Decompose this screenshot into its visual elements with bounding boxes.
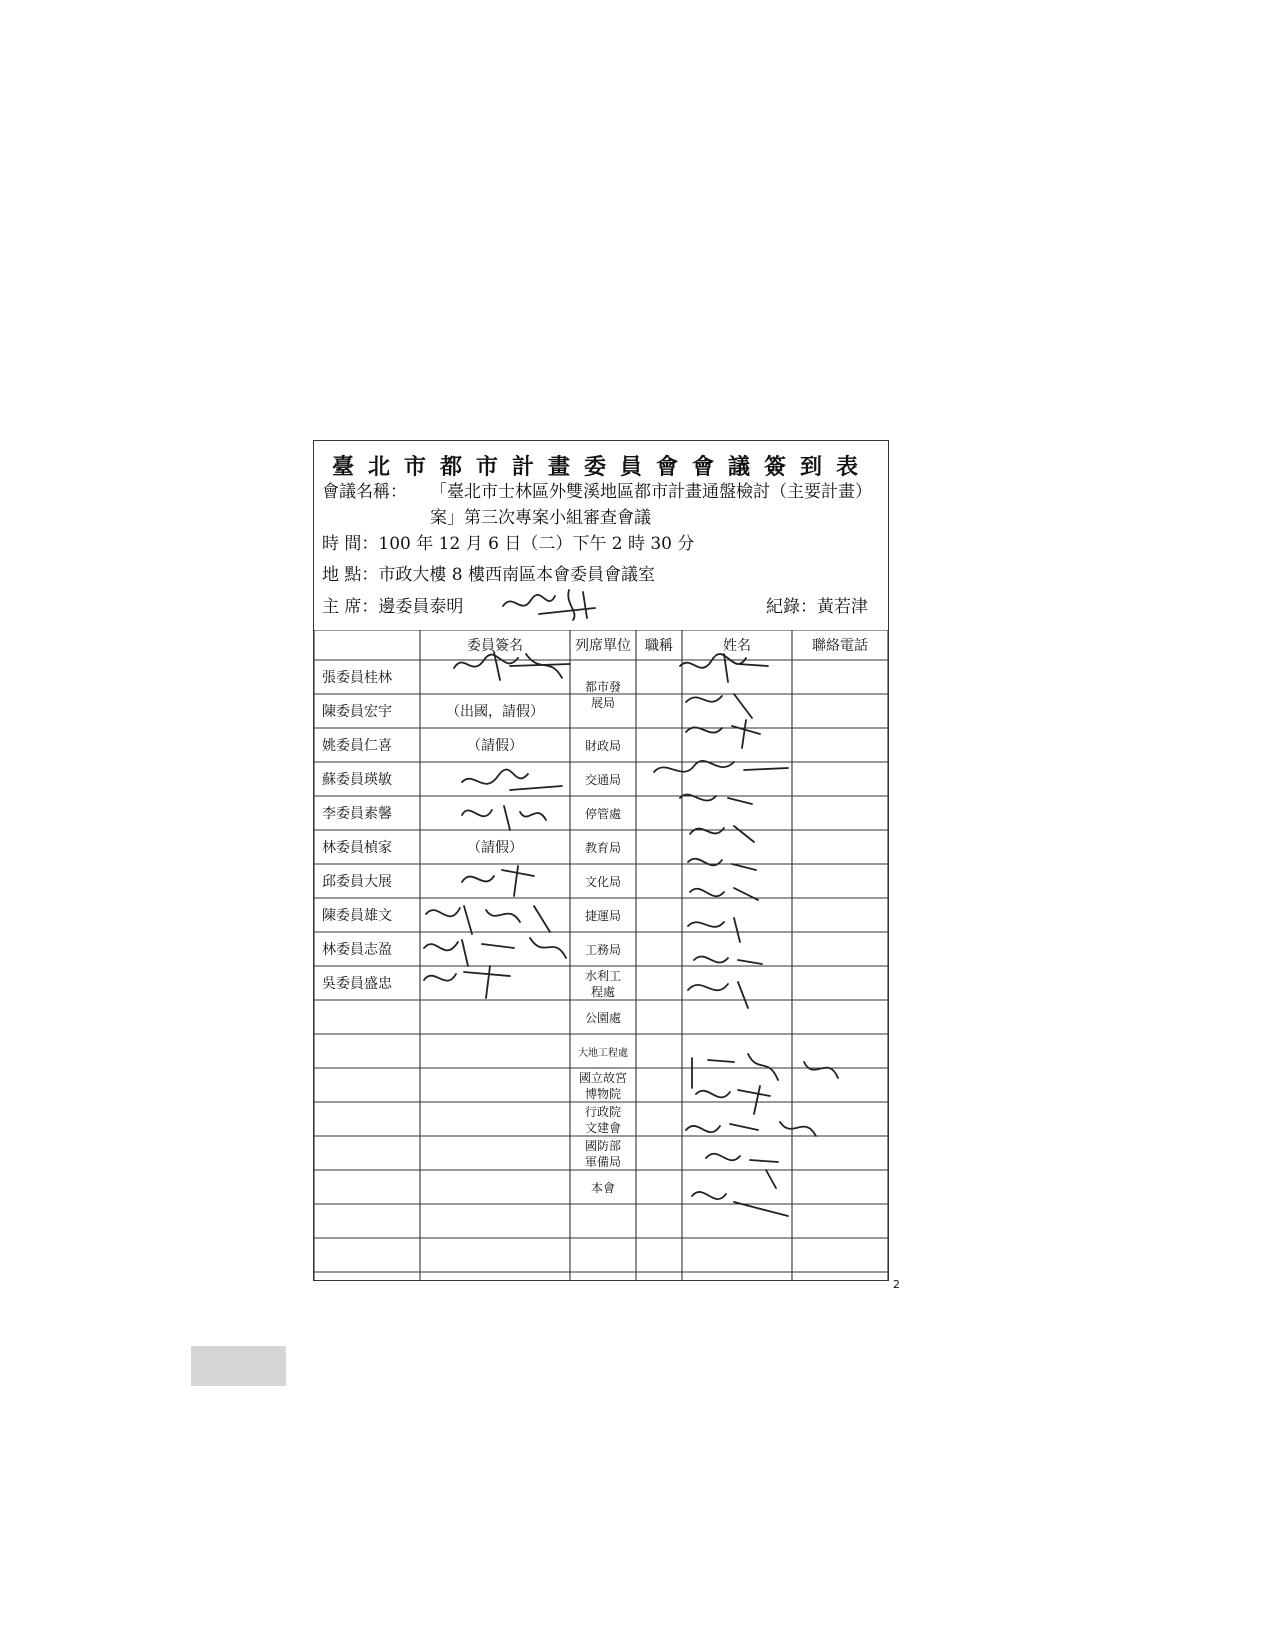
member-name: 林委員楨家: [322, 840, 392, 856]
unit-name: 大地工程處: [578, 1048, 628, 1059]
chair-signature: [499, 586, 609, 622]
unit-name: 交通局: [584, 773, 622, 787]
member-name: 李委員素馨: [322, 806, 392, 822]
unit-name: 文建會: [584, 1121, 622, 1135]
unit-name: 軍備局: [584, 1155, 622, 1169]
member-name: 蘇委員瑛敏: [322, 772, 392, 788]
member-name: 陳委員宏宇: [322, 704, 392, 720]
meeting-place: 地 點：市政大樓 8 樓西南區本會委員會議室: [322, 565, 656, 585]
member-name: 吳委員盛忠: [322, 976, 392, 992]
member-name: 林委員志盈: [322, 942, 392, 958]
unit-name: 本會: [590, 1181, 616, 1195]
unit-name: 國防部: [584, 1139, 622, 1153]
unit-name: 水利工: [584, 969, 622, 983]
unit-name: 捷運局: [584, 909, 622, 923]
member-name: 陳委員雄文: [322, 908, 392, 924]
page-number: 2: [893, 1278, 900, 1291]
attendance-table: [314, 630, 888, 1280]
unit-name: 教育局: [584, 841, 622, 855]
unit-name: 都市發: [584, 680, 622, 694]
meeting-name-label: 會議名稱：: [322, 482, 407, 502]
unit-name: 行政院: [584, 1105, 622, 1119]
unit-name: 財政局: [584, 739, 622, 753]
unit-name: 停管處: [584, 807, 622, 821]
sign-in-sheet: [313, 440, 889, 1281]
gray-block: [191, 1346, 286, 1386]
member-name: 姚委員仁喜: [322, 738, 392, 754]
meeting-name: 「臺北市士林區外雙溪地區都市計畫通盤檢討（主要計畫）案」第三次專案小組審查會議: [430, 482, 872, 528]
unit-name: 文化局: [584, 875, 622, 889]
column-header: 聯絡電話: [812, 638, 868, 654]
meeting-time: 時 間：100 年 12 月 6 日（二）下午 2 時 30 分: [322, 534, 695, 554]
column-header: 委員簽名: [467, 638, 523, 654]
unit-name: 展局: [590, 696, 616, 710]
unit-name: 博物院: [584, 1087, 622, 1101]
column-header: 職稱: [645, 638, 673, 654]
column-header: 姓名: [723, 638, 751, 654]
recorder: 紀錄：黃若津: [766, 597, 868, 617]
column-header: 列席單位: [575, 638, 631, 654]
unit-name: 公園處: [584, 1011, 622, 1025]
member-note: （請假）: [467, 738, 523, 754]
handwritten-signatures: [424, 652, 838, 1216]
member-note: （請假）: [467, 840, 523, 856]
unit-name: 工務局: [584, 943, 622, 957]
member-name: 張委員桂林: [322, 670, 392, 686]
unit-name: 國立故宮: [578, 1071, 628, 1085]
member-name: 邱委員大展: [322, 874, 392, 890]
chairperson: 主 席：邊委員泰明: [322, 597, 464, 617]
unit-name: 程處: [590, 985, 616, 999]
sheet-title: 臺北市都市計畫委員會會議簽到表: [331, 454, 872, 480]
member-note: （出國，請假）: [446, 704, 544, 720]
